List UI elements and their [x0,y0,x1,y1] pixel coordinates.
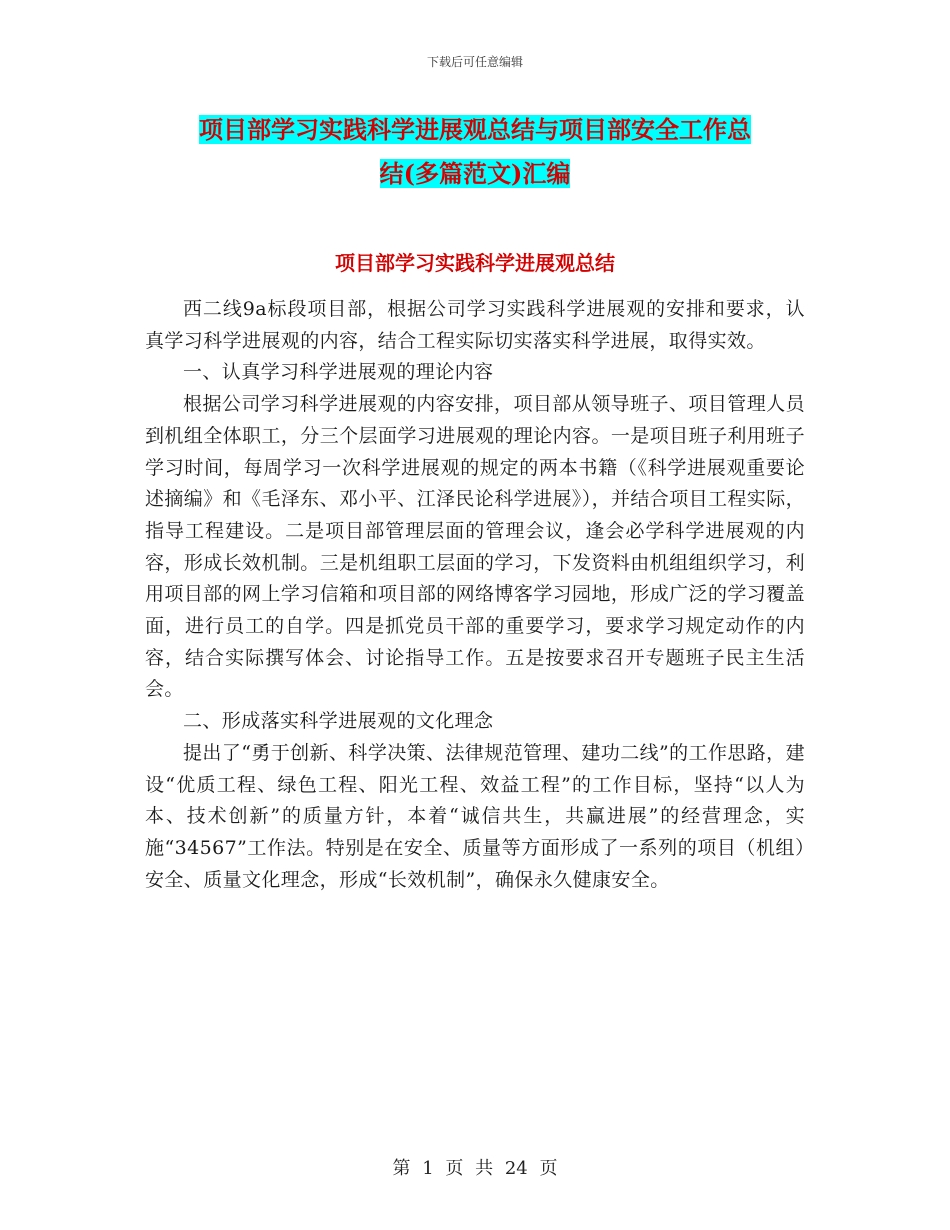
body-text [145,294,805,896]
document-title [145,108,805,196]
section-title: 项目部学习实践科学进展观总结 [335,251,615,275]
document-title-line-2: 结(多篇范文)汇编 [379,159,571,188]
header-note: 下载后可任意编辑 [426,55,523,69]
heading-one: 一、认真学习科学进展观的理论内容 [183,361,494,384]
document-title-line-1: 项目部学习实践科学进展观总结与项目部安全工作总 [199,115,751,144]
heading-two: 二、形成落实科学进展观的文化理念 [183,710,494,733]
paragraph-culture-concept: 提出了“勇于创新、科学决策、法律规范管理、建功二线”的工作思路，建设“优质工程、绿色工程、阳光工程、效益工程”的工作目标，坚持“以人为本、技术创新”的质量方针，本着“诚信共生，共赢进展”的经营理念，实施“34567”工作法。特别是在安全、质量等方面形成了一系列的项目（机组）安全、质量文化理念，形成“长效机制”，确保永久健康安全。 [145,741,805,891]
page-number-footer: 第 1 页 共 24 页 [392,1158,558,1179]
paragraph-study-content: 根据公司学习科学进展观的内容安排，项目部从领导班子、项目管理人员到机组全体职工，分三个层面学习进展观的理论内容。一是项目班子利用班子学习时间，每周学习一次科学进展观的规定的两本书籍（《科学进展观重要论述摘编》和《毛泽东、邓小平、江泽民论科学进展》），并结合项目工程实际，指导工程建设。二是项目部管理层面的管理会议，逢会必学科学进展观的内容，形成长效机制。三是机组职工层面的学习，下发资料由机组组织学习，利用项目部的网上学习信箱和项目部的网络博客学习园地，形成广泛的学习覆盖面，进行员工的自学。四是抓党员干部的重要学习，要求学习规定动作的内容，结合实际撰写体会、讨论指导工作。五是按要求召开专题班子民主生活会。 [145,393,806,701]
paragraph-intro: 西二线9a标段项目部，根据公司学习实践科学进展观的安排和要求，认真学习科学进展观的内容，结合工程实际切实落实科学进展，取得实效。 [145,298,805,352]
